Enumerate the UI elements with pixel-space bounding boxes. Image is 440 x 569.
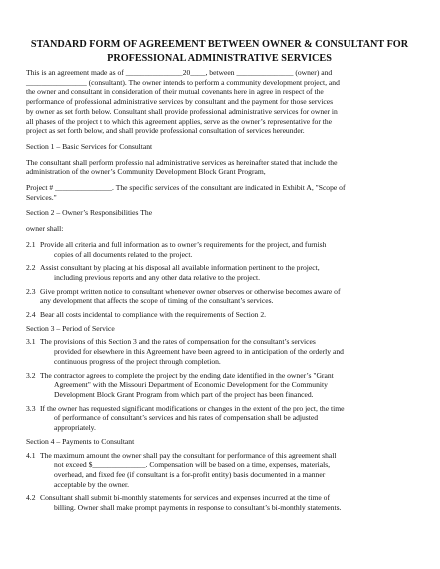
item-number: 4.2: [26, 493, 36, 503]
item-number: 3.3: [26, 403, 36, 413]
item-line: copies of all documents related to the project.: [54, 249, 193, 259]
section-1-paragraph-1: [26, 158, 413, 177]
item-number: 2.1: [26, 239, 36, 249]
item-line: of performance of consultant’s services and his rates of compensation shall be adjusted: [54, 413, 319, 423]
paragraph-line: administration of the owner’s Community Development Block Grant Program,: [26, 167, 266, 177]
list-item: [26, 371, 413, 400]
item-line: appropriately.: [54, 423, 96, 433]
document-title: [26, 38, 413, 65]
title-line-2: PROFESSIONAL ADMINISTRATIVE SERVICES: [107, 52, 332, 64]
item-line: Provide all criteria and full information as to owner’s requirements for the project, and furnish: [40, 239, 327, 249]
title-line-1: STANDARD FORM OF AGREEMENT BETWEEN OWNER & CONSULTANT FOR: [30, 39, 409, 50]
list-item: [26, 240, 413, 259]
intro-line: performance of professional administrative services by consultant and the payment for those services: [26, 97, 334, 107]
item-line: If the owner has requested significant modifications or changes in the extent of the pro ject, the time: [40, 403, 345, 413]
item-line: including previous reports and any other data relative to the project.: [54, 272, 261, 282]
section-1-paragraph-2: [26, 183, 413, 202]
paragraph-line: Services.": [26, 192, 57, 202]
intro-line: the owner and consultant in consideration of their mutual covenants here in agree in respect of the: [26, 87, 324, 97]
item-line: The contractor agrees to complete the project by the ending date identified in the owner’s "Grant: [40, 370, 334, 380]
section-4-heading: Section 4 – Payments to Consultant: [26, 436, 135, 446]
intro-line: project as set forth below, and shall provide professional consultation of services hereunder.: [26, 126, 305, 136]
item-line: not exceed $______________. Compensation will be based on a time, expenses, materials,: [54, 460, 331, 470]
item-line: Bear all costs incidental to compliance with the requirements of Section 2.: [40, 310, 267, 320]
list-item: [26, 451, 413, 490]
intro-paragraph: [26, 68, 413, 136]
item-line: continuous progress of the project through completion.: [54, 356, 221, 366]
item-line: Development Block Grant Program from which part of the project has been financed.: [54, 389, 314, 399]
item-line: any development that affects the scope of timing of the consultant’s services.: [40, 296, 274, 306]
item-line: Give prompt written notice to consultant whenever owner observes or otherwise becomes aware of: [40, 286, 341, 296]
list-item: [26, 493, 413, 512]
item-line: Consultant shall submit bi-monthly statements for services and expenses incurred at the time of: [40, 493, 330, 503]
paragraph-line: The consultant shall perform professio nal administrative services as hereinafter stated that include the: [26, 157, 338, 167]
item-number: 4.1: [26, 450, 36, 460]
list-item: [26, 287, 413, 306]
list-item: [26, 337, 413, 366]
intro-line: This is an agreement made as of _______________20____, between _______________ (owner) and: [26, 68, 333, 77]
item-line: billing. Owner shall make prompt payments in response to consultant’s bi-monthly statements.: [54, 503, 342, 513]
section-3-heading: Section 3 – Period of Service: [26, 323, 115, 333]
item-line: The maximum amount the owner shall pay the consultant for performance of this agreement shall: [40, 450, 337, 460]
section-1-heading: Section 1 – Basic Services for Consultant: [26, 141, 153, 151]
item-line: The provisions of this Section 3 and the rates of compensation for the consultant’s services: [40, 337, 316, 347]
list-item: [26, 263, 413, 282]
item-number: 3.2: [26, 370, 36, 380]
list-item: [26, 310, 413, 320]
intro-line: ________________ (consultant). The owner intends to perform a community development project, and: [26, 77, 340, 87]
section-2-heading: Section 2 – Owner’s Responsibilities The: [26, 208, 153, 218]
paragraph-line: Project # _______________. The specific services of the consultant are indicated in Exhibit A, "Scope of: [26, 183, 346, 193]
item-line: provided for elsewhere in this Agreement have been agreed to in anticipation of the orderly and: [54, 347, 344, 357]
item-number: 3.1: [26, 337, 36, 347]
item-number: 2.4: [26, 310, 36, 320]
intro-line: by owner as set forth below. Consultant shall provide professional administrative services for owner in: [26, 106, 338, 116]
item-line: Assist consultant by placing at his disposal all available information pertinent to the project,: [40, 263, 320, 273]
item-line: acceptable by the owner.: [54, 479, 130, 489]
item-number: 2.2: [26, 263, 36, 273]
intro-line: all phases of the project t to which this agreement applies, serve as the owner’s representative for the: [26, 116, 333, 126]
section-2-owner-shall: owner shall:: [26, 224, 64, 234]
list-item: [26, 404, 413, 433]
item-number: 2.3: [26, 286, 36, 296]
item-line: Agreement" with the Missouri Department of Economic Development for the Community: [54, 380, 328, 390]
item-line: overhead, and fixed fee (if consultant is a for-profit entity) basis documented in a manner: [54, 469, 326, 479]
